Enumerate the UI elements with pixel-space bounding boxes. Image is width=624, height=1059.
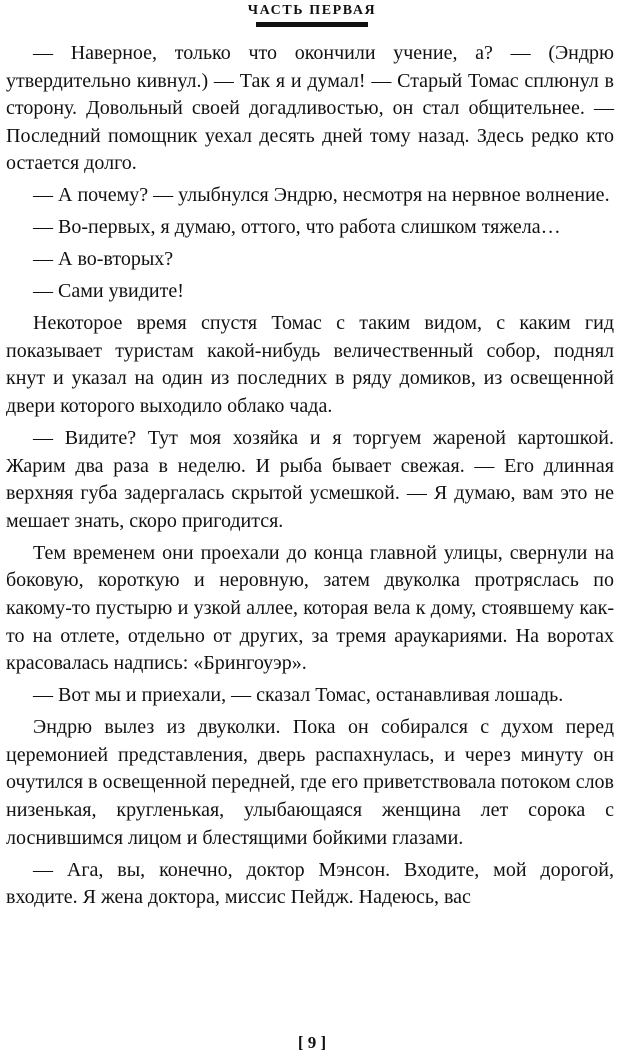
paragraph: — Наверное, только что окончили учение, а? — (Эндрю утвердительно кивнул.) — Так я и думал! — Старый Томас сплюнул в сторону. Довольный своей догадливостью, он стал общительнее. — Последний помощник уехал десять дней тому назад. Здесь редко кто остается долго. [6,42,614,175]
running-head-rule [256,22,368,27]
paragraph: — Ага, вы, конечно, доктор Мэнсон. Входите, мой дорогой, входите. Я жена доктора, миссис Пейдж. Надеюсь, вас [6,858,614,909]
paragraph: — А во-вторых? [33,248,174,271]
page-number: [ 9 ] [297,1033,327,1052]
paragraph: — Во-первых, я думаю, оттого, что работа слишком тяжела… [33,216,561,239]
paragraph: Некоторое время спустя Томас с таким видом, с каким гид показывает туристам какой-нибудь величественный собор, поднял кнут и указал на один из последних в ряду домиков, из освещенной двери которого выходило облако чада. [6,312,614,418]
paragraph: — Вот мы и приехали, — сказал Томас, останавливая лошадь. [33,684,564,707]
paragraph: — А почему? — улыбнулся Эндрю, несмотря на нервное волнение. [33,184,610,207]
body-text [6,40,614,912]
paragraph: — Видите? Тут моя хозяйка и я торгуем жареной картошкой. Жарим два раза в неделю. И рыба бывает свежая. — Его длинная верхняя губа задергалась скрытой усмешкой. — Я думаю, вам это не мешает знать, скоро пригодится. [6,427,614,532]
paragraph: Эндрю вылез из двуколки. Пока он собирался с духом перед церемонией представления, дверь распахнулась, и через минуту он очутился в освещенной передней, где его приветствовала потоком слов низенькая, кругленькая, улыбающаяся женщина лет сорока с лоснившимся лицом и блестящими бойкими глазами. [6,716,614,849]
running-head: ЧАСТЬ ПЕРВАЯ [247,3,377,18]
paragraph: — Сами увидите! [33,280,184,303]
paragraph: Тем временем они проехали до конца главной улицы, свернули на боковую, короткую и неровную, затем двуколка протряслась по какому-то пустырю и узкой аллее, которая вела к дому, стоявшему как-то на отлете, отдельно от других, за тремя араукариями. На воротах красовалась надпись: «Брингоуэр». [6,541,614,675]
